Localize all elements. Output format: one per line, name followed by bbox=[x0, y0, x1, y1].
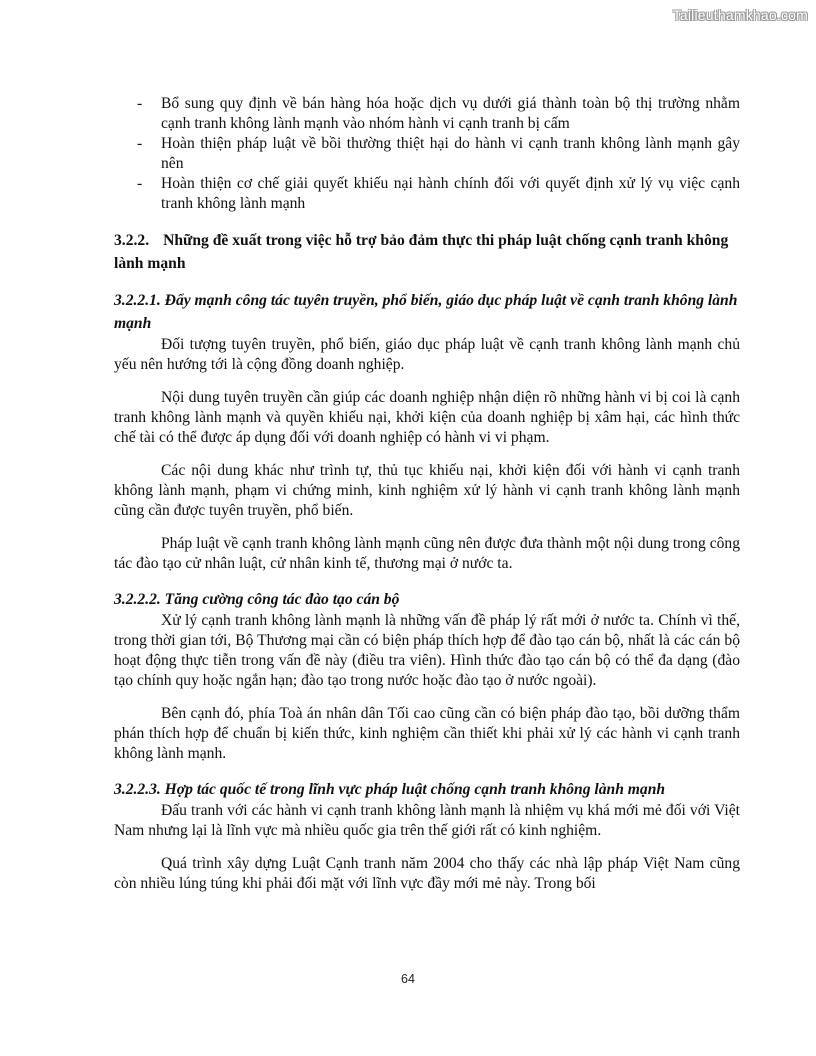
paragraph: Xử lý cạnh tranh không lành mạnh là những vấn đề pháp lý rất mới ở nước ta. Chính vì thế, trong thời gian tới, Bộ Thương mại cần có biện pháp thích hợp để đào tạo cán bộ, nhất là các cán bộ hoạt động thực tiễn trong vấn đề này (điều tra viên). Hình thức đào tạo cán bộ có thể đa dạng (đào tạo chính quy hoặc ngắn hạn; đào tạo trong nước hoặc đào tạo ở nước ngoài). bbox=[114, 612, 740, 689]
bullet-marker: - bbox=[137, 135, 143, 152]
page-content bbox=[114, 94, 740, 894]
paragraph: Đấu tranh với các hành vi cạnh tranh không lành mạnh là nhiệm vụ khá mới mẻ đối với Việt Nam nhưng lại là lĩnh vực mà nhiều quốc gia trên thế giới rất có kinh nghiệm. bbox=[114, 802, 740, 839]
list-item bbox=[114, 174, 740, 214]
page-number: 64 bbox=[401, 972, 415, 986]
bullet-marker: - bbox=[137, 175, 143, 192]
paragraph: Các nội dung khác như trình tự, thủ tục khiếu nại, khởi kiện đối với hành vi cạnh tranh không lành mạnh, phạm vi chứng minh, kinh nghiệm xử lý hành vi cạnh tranh không lành mạnh cũng cần được tuyên truyền, phổ biến. bbox=[114, 462, 740, 519]
list-item-text: Hoàn thiện cơ chế giải quyết khiếu nại hành chính đối với quyết định xử lý vụ việc cạnh tranh không lành mạnh bbox=[161, 175, 740, 212]
paragraph: Pháp luật về cạnh tranh không lành mạnh cũng nên được đưa thành một nội dung trong công tác đào tạo cử nhân luật, cử nhân kinh tế, thương mại ở nước ta. bbox=[114, 535, 740, 572]
subsection-heading-3-2-2-1: 3.2.2.1. Đẩy mạnh công tác tuyên truyền, phổ biến, giáo dục pháp luật về cạnh tranh không lành mạnh bbox=[114, 292, 738, 332]
paragraph: Đối tượng tuyên truyền, phổ biến, giáo dục pháp luật về cạnh tranh không lành mạnh chủ yếu nên hướng tới là cộng đồng doanh nghiệp. bbox=[114, 336, 740, 373]
list-item-text: Hoàn thiện pháp luật về bồi thường thiệt hại do hành vi cạnh tranh không lành mạnh gây nên bbox=[161, 135, 740, 172]
subsection-heading-3-2-2-2: 3.2.2.2. Tăng cường công tác đào tạo cán bộ bbox=[114, 591, 400, 608]
list-item-text: Bổ sung quy định về bán hàng hóa hoặc dịch vụ dưới giá thành toàn bộ thị trường nhằm cạnh tranh không lành mạnh vào nhóm hành vi cạnh tranh bị cấm bbox=[161, 95, 740, 132]
list-item bbox=[114, 94, 740, 134]
subsection-heading-3-2-2-3: 3.2.2.3. Hợp tác quốc tế trong lĩnh vực pháp luật chống cạnh tranh không lành mạnh bbox=[114, 781, 666, 798]
paragraph: Nội dung tuyên truyền cần giúp các doanh nghiệp nhận diện rõ những hành vi bị coi là cạnh tranh không lành mạnh và quyền khiếu nại, khởi kiện của doanh nghiệp bị xâm hại, các hình thức chế tài có thể được áp dụng đối với doanh nghiệp có hành vi vi phạm. bbox=[114, 389, 740, 446]
bullet-marker: - bbox=[137, 95, 143, 112]
paragraph: Quá trình xây dựng Luật Cạnh tranh năm 2004 cho thấy các nhà lập pháp Việt Nam cũng còn nhiều lúng túng khi phải đối mặt với lĩnh vực đầy mới mẻ này. Trong bối bbox=[114, 855, 740, 892]
list-item bbox=[114, 134, 740, 174]
watermark: Tailieuthamkhao.com bbox=[672, 7, 808, 23]
section-title: Những đề xuất trong việc hỗ trợ bảo đảm thực thi pháp luật chống cạnh tranh không lành mạnh bbox=[114, 232, 729, 272]
bullet-list bbox=[114, 94, 740, 214]
section-heading-3-2-2 bbox=[114, 229, 740, 275]
paragraph: Bên cạnh đó, phía Toà án nhân dân Tối cao cũng cần có biện pháp đào tạo, bồi dưỡng thẩm phán thích hợp để chuẩn bị kiến thức, kinh nghiệm cần thiết khi phải xử lý các hành vi cạnh tranh không lành mạnh. bbox=[114, 705, 740, 762]
section-number: 3.2.2. bbox=[114, 232, 150, 249]
